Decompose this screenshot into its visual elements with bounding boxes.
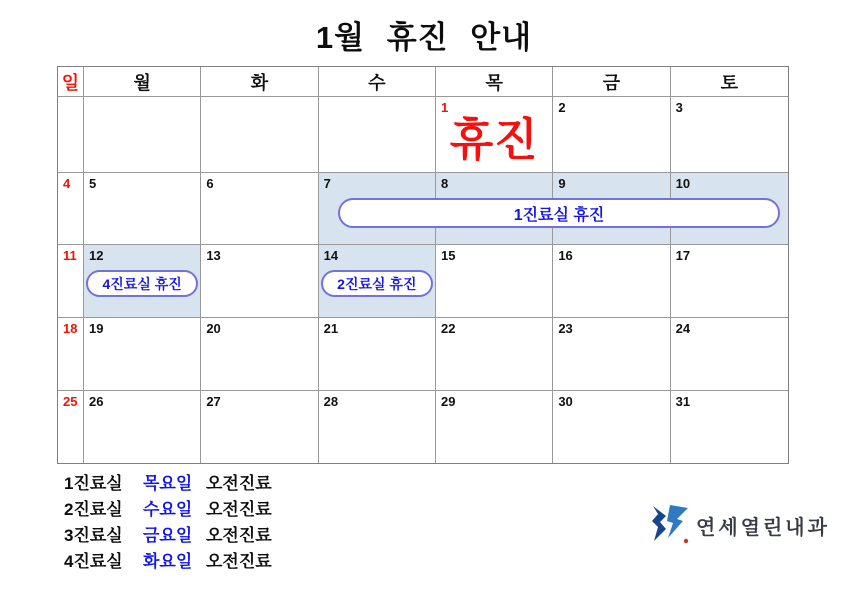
date-number: 11 <box>63 248 77 263</box>
date-number: 21 <box>323 321 339 336</box>
date-number: 24 <box>675 321 691 336</box>
calendar-cell <box>436 391 553 463</box>
legend-room: 1진료실 <box>64 473 123 493</box>
date-number: 9 <box>558 176 566 191</box>
date-number: 17 <box>675 248 691 263</box>
date-number: 16 <box>558 248 573 263</box>
calendar-cell <box>58 245 84 318</box>
date-number: 15 <box>441 248 456 263</box>
legend-note: 오전진료 <box>206 473 272 493</box>
legend-room: 4진료실 <box>64 551 123 571</box>
calendar <box>57 66 789 464</box>
date-number: 10 <box>675 176 691 191</box>
date-number: 4 <box>63 176 71 191</box>
calendar-cell <box>201 97 318 173</box>
clinic-logo-text: 연세열린내과 <box>696 516 830 539</box>
legend-day: 수요일 <box>143 499 193 519</box>
calendar-cell <box>436 245 553 318</box>
date-number: 5 <box>89 176 97 191</box>
legend-note: 오전진료 <box>206 551 272 571</box>
date-number: 14 <box>323 248 339 263</box>
weekday-header-sun: 일 <box>58 67 84 97</box>
closed-label: 휴진 <box>449 114 539 165</box>
legend-row-room4 <box>64 546 272 572</box>
calendar-cell <box>201 391 318 463</box>
calendar-cell <box>553 318 670 391</box>
calendar-cell <box>553 97 670 173</box>
calendar-cell <box>671 318 788 391</box>
calendar-cell <box>84 173 201 245</box>
calendar-cell <box>58 391 84 463</box>
calendar-cell <box>671 245 788 318</box>
calendar-cell <box>84 318 201 391</box>
legend-day: 금요일 <box>143 525 193 545</box>
legend-day: 목요일 <box>143 473 193 493</box>
legend-row-room1 <box>64 468 272 494</box>
weekday-header-fri: 금 <box>553 67 670 97</box>
closure-pill-room4: 4진료실 휴진 <box>86 270 198 297</box>
legend-note: 오전진료 <box>206 525 272 545</box>
date-number: 25 <box>63 394 78 409</box>
legend-day: 화요일 <box>143 551 193 571</box>
legend-note: 오전진료 <box>206 499 272 519</box>
legend-row-room3 <box>64 520 272 546</box>
weekday-header-wed: 수 <box>319 67 436 97</box>
date-number: 8 <box>441 176 449 191</box>
legend-row-room2 <box>64 494 272 520</box>
weekday-header-mon: 월 <box>84 67 201 97</box>
calendar-cell <box>58 173 84 245</box>
date-number: 27 <box>206 394 221 409</box>
clinic-logo <box>650 504 830 546</box>
date-number: 20 <box>206 321 221 336</box>
yonsei-bird-icon <box>650 504 690 546</box>
date-number: 30 <box>558 394 573 409</box>
date-number: 1 <box>441 100 449 115</box>
date-number: 31 <box>675 394 691 409</box>
date-number: 7 <box>323 176 331 191</box>
date-number: 26 <box>89 394 104 409</box>
date-number: 23 <box>558 321 573 336</box>
calendar-cell <box>84 97 201 173</box>
calendar-cell <box>436 318 553 391</box>
calendar-cell <box>58 97 84 173</box>
calendar-cell <box>201 318 318 391</box>
date-number: 29 <box>441 394 456 409</box>
date-number: 18 <box>63 321 78 336</box>
calendar-cell <box>58 318 84 391</box>
date-number: 2 <box>558 100 566 115</box>
legend <box>64 468 272 572</box>
calendar-cell <box>319 318 436 391</box>
date-number: 6 <box>206 176 214 191</box>
calendar-cell <box>553 245 670 318</box>
date-number: 22 <box>441 321 456 336</box>
weekday-header-tue: 화 <box>201 67 318 97</box>
calendar-cell-jan1 <box>436 97 553 173</box>
calendar-cell <box>201 245 318 318</box>
page-title: 1월 휴진 안내 <box>315 20 533 55</box>
calendar-cell <box>319 391 436 463</box>
calendar-cell-highlighted <box>84 245 201 318</box>
date-number: 3 <box>675 100 683 115</box>
closure-band-room1: 1진료실 휴진 <box>338 198 780 228</box>
calendar-cell <box>319 97 436 173</box>
calendar-cell <box>553 391 670 463</box>
calendar-cell <box>201 173 318 245</box>
weekday-header-thu: 목 <box>436 67 553 97</box>
date-number: 19 <box>89 321 104 336</box>
date-number: 28 <box>323 394 339 409</box>
calendar-cell <box>671 391 788 463</box>
legend-room: 2진료실 <box>64 499 123 519</box>
date-number: 12 <box>89 248 104 263</box>
calendar-cell <box>84 391 201 463</box>
calendar-cell-highlighted <box>319 245 436 318</box>
legend-room: 3진료실 <box>64 525 123 545</box>
calendar-cell <box>671 97 788 173</box>
weekday-header-sat: 토 <box>671 67 788 97</box>
date-number: 13 <box>206 248 221 263</box>
closure-pill-room2: 2진료실 휴진 <box>321 270 433 297</box>
